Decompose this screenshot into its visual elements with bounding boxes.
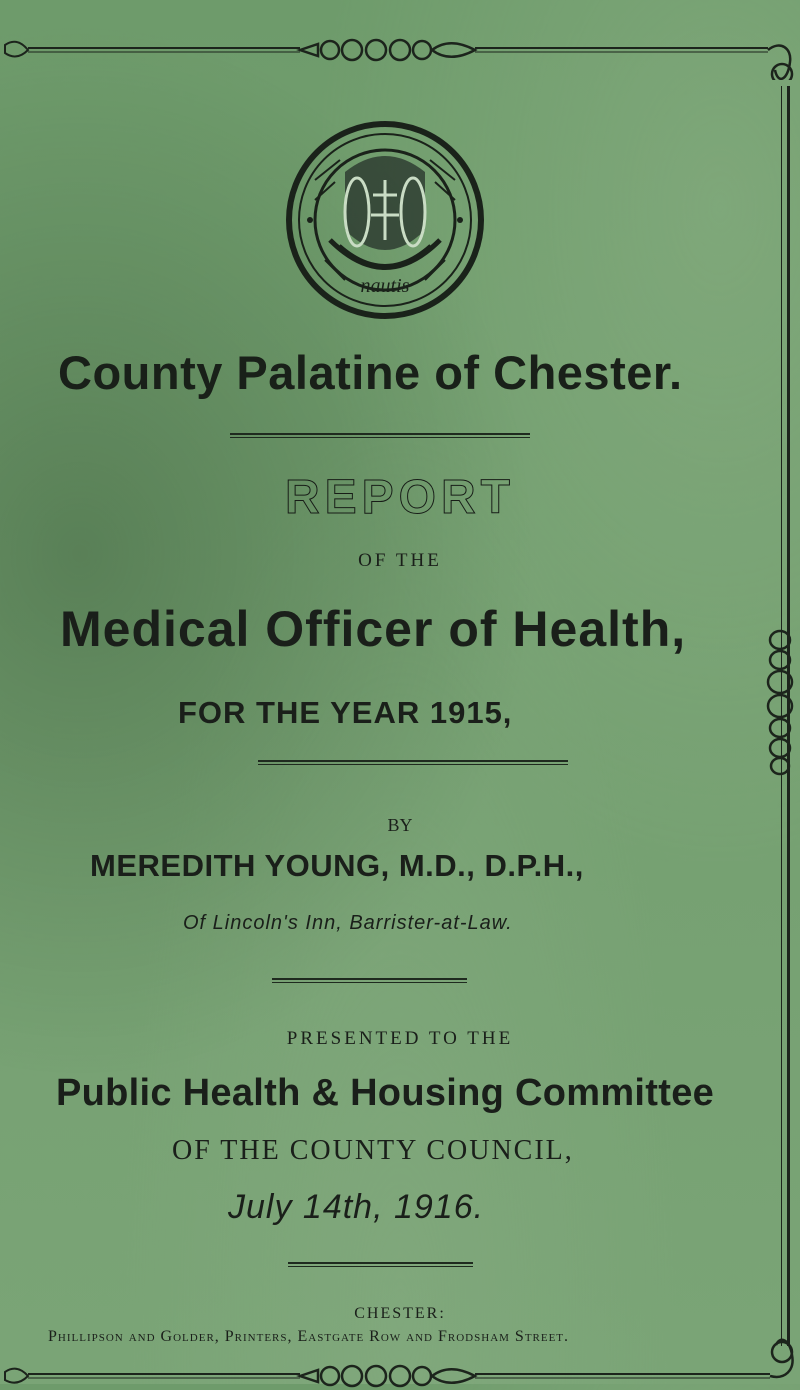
right-chain-ornament [758, 628, 798, 778]
author-name: MEREDITH YOUNG, M.D., D.P.H., [90, 848, 584, 883]
author-affiliation: Of Lincoln's Inn, Barrister-at-Law. [183, 912, 513, 934]
committee-heading: Public Health & Housing Committee [56, 1072, 715, 1114]
county-seal [285, 120, 485, 320]
subject-heading: Medical Officer of Health, [60, 601, 687, 657]
page-title: County Palatine of Chester. [58, 346, 683, 399]
report-heading: REPORT [284, 471, 515, 524]
divider-2 [258, 760, 568, 765]
top-ornament [0, 0, 800, 80]
divider-4 [288, 1262, 473, 1267]
of-the-line: OF THE [358, 550, 442, 571]
seal-motto: nautis [360, 275, 410, 297]
bottom-ornament [0, 1330, 800, 1390]
report-date: July 14th, 1916. [228, 1188, 485, 1226]
presented-line: PRESENTED TO THE [286, 1028, 514, 1049]
divider-1 [230, 433, 530, 438]
divider-3 [272, 978, 467, 983]
by-line: BY [387, 815, 413, 835]
place-line: CHESTER: [354, 1305, 446, 1322]
council-line: OF THE COUNTY COUNCIL, [172, 1135, 574, 1166]
year-line: FOR THE YEAR 1915, [178, 695, 513, 730]
printer-line: Phillipson and Golder, Printers, Eastgate Row and Frodsham Street. [48, 1328, 570, 1345]
